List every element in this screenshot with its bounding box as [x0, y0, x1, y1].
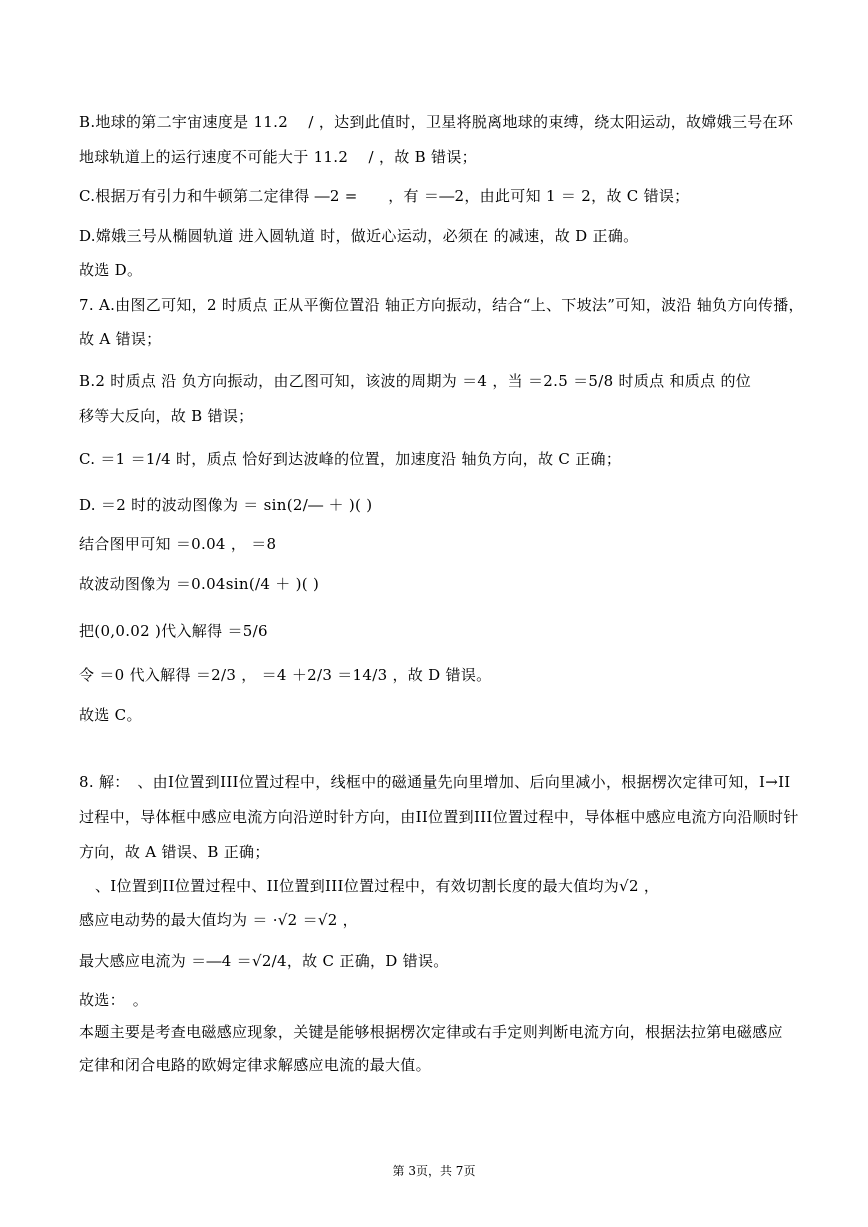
text-line: 本题主要是考查电磁感应现象，关键是能够根据楞次定律或右手定则判断电流方向，根据法拉第电磁感应: [79, 1023, 783, 1041]
text-line: 过程中，导体框中感应电流方向沿逆时针方向，由II位置到III位置过程中，导体框中感应电流方向沿顺时针: [79, 808, 799, 826]
text-line: 故波动图像为 ＝0.04sin(/4 ＋ )( ): [79, 575, 320, 593]
text-line: 最大感应电流为 ＝―4 ＝√2/4，故 C 正确，D 错误。: [79, 952, 449, 970]
text-line: B.2 时质点 沿 负方向振动，由乙图可知，该波的周期为 ＝4 ，当 ＝2.5 ＝5/8 时质点 和质点 的位: [79, 372, 752, 390]
text-line: D.嫦娥三号从椭圆轨道 进入圆轨道 时，做近心运动，必须在 的减速，故 D 正确。: [79, 227, 639, 245]
text-line: 故选 C。: [79, 706, 142, 724]
page-footer: 第 3页，共 7页: [392, 1164, 476, 1178]
text-line: 结合图甲可知 ＝0.04 ， ＝8: [79, 535, 277, 553]
text-line: 感应电动势的最大值均为 ＝ ·√2 ＝√2 ，: [79, 911, 358, 929]
text-line: 故选 D。: [79, 261, 143, 279]
text-line: 7. A.由图乙可知，2 时质点 正从平衡位置沿 轴正方向振动，结合“上、下坡法”可知，波沿 轴负方向传播，: [79, 296, 804, 314]
text-line: 令 ＝0 代入解得 ＝2/3 ， ＝4 ＋2/3 ＝14/3 ，故 D 错误。: [79, 666, 492, 684]
text-line: 地球轨道上的运行速度不可能大于 11.2 / ，故 B 错误；: [79, 148, 477, 166]
text-line: 定律和闭合电路的欧姆定律求解感应电流的最大值。: [79, 1056, 431, 1074]
text-line: 、I位置到II位置过程中、II位置到III位置过程中，有效切割长度的最大值均为√2 ，: [95, 877, 660, 895]
text-line: 移等大反向，故 B 错误；: [79, 407, 254, 425]
text-line: D. ＝2 时的波动图像为 ＝ sin(2/― ＋ )( ): [79, 496, 373, 514]
text-line: C.根据万有引力和牛顿第二定律得 ―2 = ，有 ＝―2，由此可知 1 ＝ 2，故 C 错误；: [79, 187, 690, 205]
text-line: C. ＝1 ＝1/4 时，质点 恰好到达波峰的位置，加速度沿 轴负方向，故 C 正确；: [79, 450, 622, 468]
text-line: B.地球的第二宇宙速度是 11.2 / ，达到此值时，卫星将脱离地球的束缚，绕太阳运动，故嫦娥三号在环: [79, 113, 794, 131]
text-line: 8. 解： 、由I位置到III位置过程中，线框中的磁通量先向里增加、后向里减小，根据楞次定律可知，I→II: [79, 773, 791, 791]
text-line: 故 A 错误；: [79, 330, 162, 348]
text-line: 方向，故 A 错误、B 正确；: [79, 843, 270, 861]
text-line: 把(0,0.02 )代入解得 ＝5/6: [79, 622, 268, 640]
text-line: 故选： 。: [79, 991, 149, 1009]
